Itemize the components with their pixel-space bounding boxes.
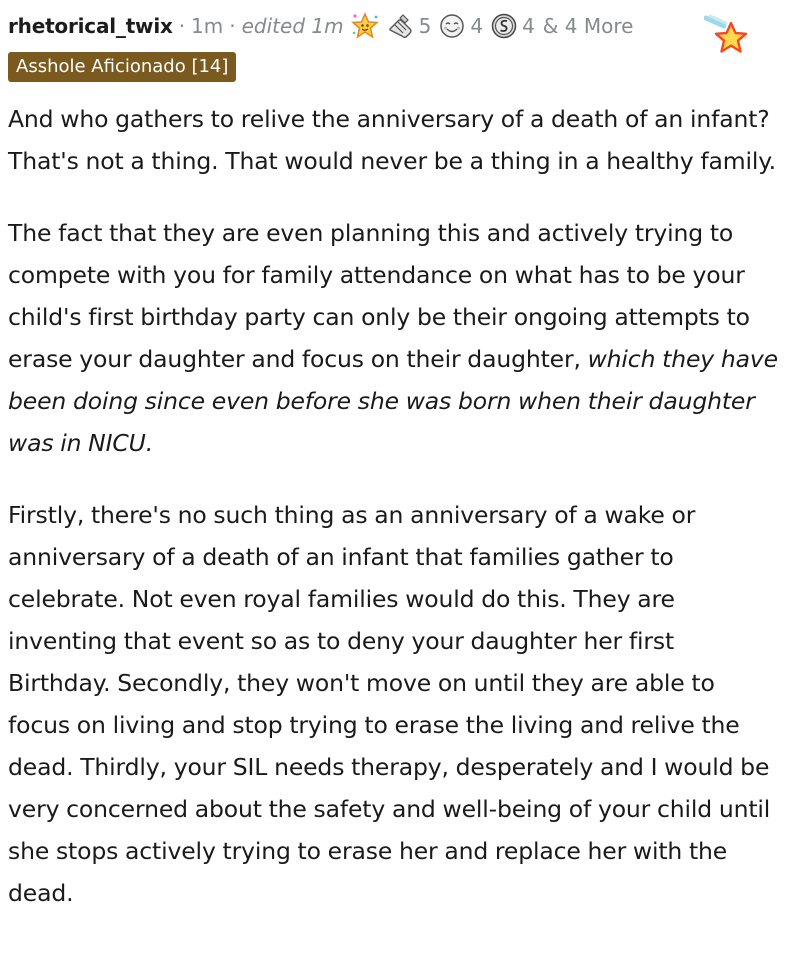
silver-coin-award-icon [489,11,519,41]
edited-timestamp: edited 1m [241,14,344,38]
timestamp[interactable]: 1m [191,14,224,38]
paragraph-text: Firstly, there's no such thing as an anniversary of a wake or anniversary of a death of an infant that families gather to celebrate. Not even royal families would do this. They are inventing that event so as to deny your daughter her first Birthday. Secondly, they won't move on until they are able to focus on living and stop trying to erase the living and relive the dead. Thirdly, your SIL needs therapy, desperately and I would be very concerned about the safety and well-being of your child until she stops actively trying to erase her and replace her with the dead. [8,501,771,907]
starstruck-award-icon [350,11,380,41]
paragraph-text: The fact that they are even planning this and actively trying to compete with you for family attendance on what has to be your child's first birthday party can only be their ongoing attempts to erase your daughter and focus on their daughter, [8,219,750,373]
award-count: 5 [418,14,432,38]
award-silver[interactable] [489,11,535,41]
paragraph-text: And who gathers to relive the anniversary of a death of an infant? That's not a thing. That would never be a thing in a healthy family. [8,105,776,175]
comment-paragraph [8,212,782,464]
wholesome-face-award-icon [437,11,467,41]
comment-body [8,98,782,944]
comment-meta [8,10,633,42]
award-count: 4 [470,14,484,38]
separator: · [178,14,186,38]
more-awards-link[interactable]: & 4 More [542,14,634,38]
helpful-hands-award-icon [386,11,416,41]
award-helpful[interactable] [386,11,432,41]
username-link[interactable]: rhetorical_twix [8,14,173,38]
user-flair: Asshole Aficionado [14] [8,52,236,82]
comment-paragraph [8,98,782,182]
separator: · [229,14,236,38]
award-count: 4 [522,14,535,38]
paragraph-italic-text: which they have been doing since even before she was born when their daughter was in NICU. [8,345,778,457]
give-award-icon[interactable] [704,14,752,66]
award-starstruck[interactable] [350,11,380,41]
award-wholesome[interactable] [437,11,483,41]
comment-paragraph [8,494,782,914]
